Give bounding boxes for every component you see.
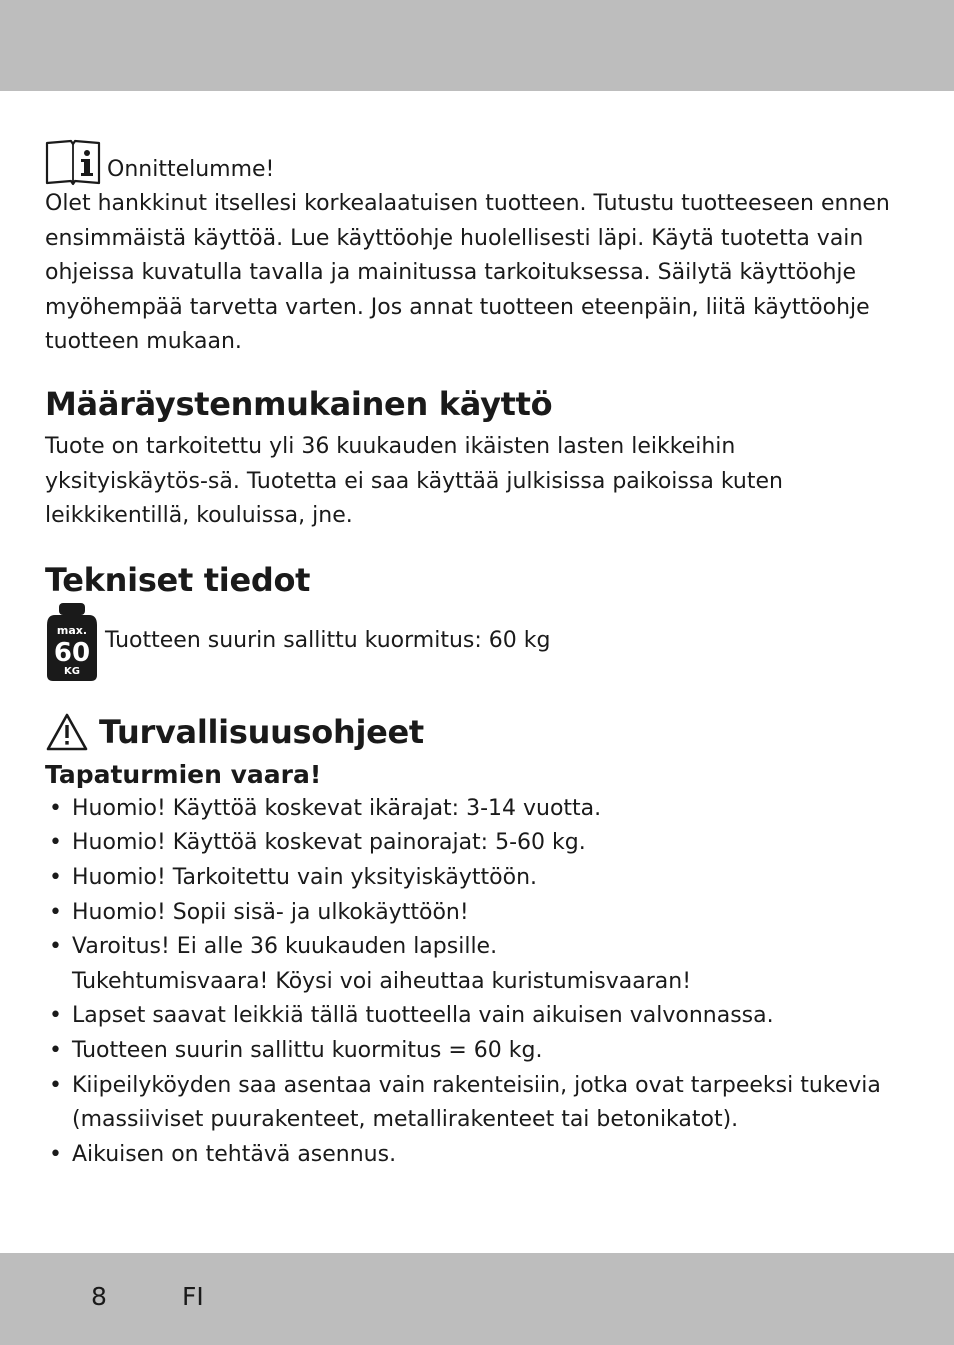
technical-heading: Tekniset tiedot (45, 560, 311, 599)
max-weight-icon-top: max. (56, 623, 88, 637)
list-item-text: • Varoitus! Ei alle 36 kuukauden lapsille. (72, 934, 498, 960)
language-code: FI (182, 1282, 204, 1311)
list-item-text: Huomio! Käyttöä koskevat ikärajat: 3-14 vuotta. (72, 795, 602, 821)
max-weight-icon (45, 601, 99, 683)
max-weight-icon-unit: KG (64, 665, 80, 677)
max-weight-icon-number: 60 (53, 637, 91, 668)
list-item (45, 999, 905, 1034)
intro-paragraph: Olet hankkinut itsellesi korkealaatuisen tuotteen. Tutustu tuotteeseen ennen ensimmäistä käyttöä. Lue käyttöohje huolellisesti läpi. Käytä tuotetta vain ohjeissa kuvatulla tavalla ja mainitussa tarkoituksessa. Säilytä käyttöohje myöhempää tarvetta varten. Jos annat tuotteen eteenpäin, liitä käyttöohje tuotteen mukaan. (45, 191, 890, 355)
list-item-text: Kiipeilyköyden saa asentaa vain rakenteisiin, jotka ovat tarpeeksi tukevia (massiiviset puurakenteet, metallirakenteet tai betonikatot). (72, 1072, 881, 1133)
list-item-text-line2: Tukehtumisvaara! Köysi voi aiheuttaa kuristumisvaaran! (72, 968, 692, 994)
safety-subheading: Tapaturmien vaara! (45, 759, 322, 789)
list-item (45, 1034, 905, 1069)
list-item-text: Lapset saavat leikkiä tällä tuotteella vain aikuisen valvonnassa. (72, 1003, 774, 1029)
max-load-text: Tuotteen suurin sallittu kuormitus: 60 kg (105, 628, 551, 654)
page-content (45, 133, 905, 1172)
list-item (45, 826, 905, 861)
warning-triangle-icon (45, 712, 89, 752)
list-item (45, 861, 905, 896)
list-item-text: Tuotteen suurin sallittu kuormitus = 60 kg. (72, 1037, 543, 1063)
list-item (45, 792, 905, 827)
list-item-text: Aikuisen on tehtävä asennus. (72, 1141, 397, 1167)
list-item (45, 1069, 905, 1138)
intended-use-heading: Määräystenmukainen käyttö (45, 384, 553, 423)
intended-use-paragraph: Tuote on tarkoitettu yli 36 kuukauden ikäisten lasten leikkeihin yksityiskäytös-sä. Tuotetta ei saa käyttää julkisissa paikoissa kuten leikkikentillä, kouluissa, jne. (45, 433, 783, 529)
list-item-text: Huomio! Tarkoitettu vain yksityiskäyttöön. (72, 864, 538, 890)
list-item (45, 930, 905, 999)
list-item-text: Huomio! Käyttöä koskevat painorajat: 5-60 kg. (72, 830, 586, 856)
max-load-line (45, 600, 905, 684)
footer-band (0, 1253, 954, 1345)
safety-list (45, 792, 905, 1173)
safety-heading-row (45, 712, 905, 752)
info-book-icon (45, 137, 101, 187)
header-band (0, 0, 954, 91)
intro-line (45, 133, 905, 187)
list-item-text: Huomio! Sopii sisä- ja ulkokäyttöön! (72, 899, 469, 925)
list-item (45, 896, 905, 931)
intro-label: Onnittelumme! (107, 157, 275, 182)
safety-heading: Turvallisuusohjeet (99, 712, 424, 751)
page-number: 8 (91, 1282, 107, 1311)
list-item (45, 1138, 905, 1173)
